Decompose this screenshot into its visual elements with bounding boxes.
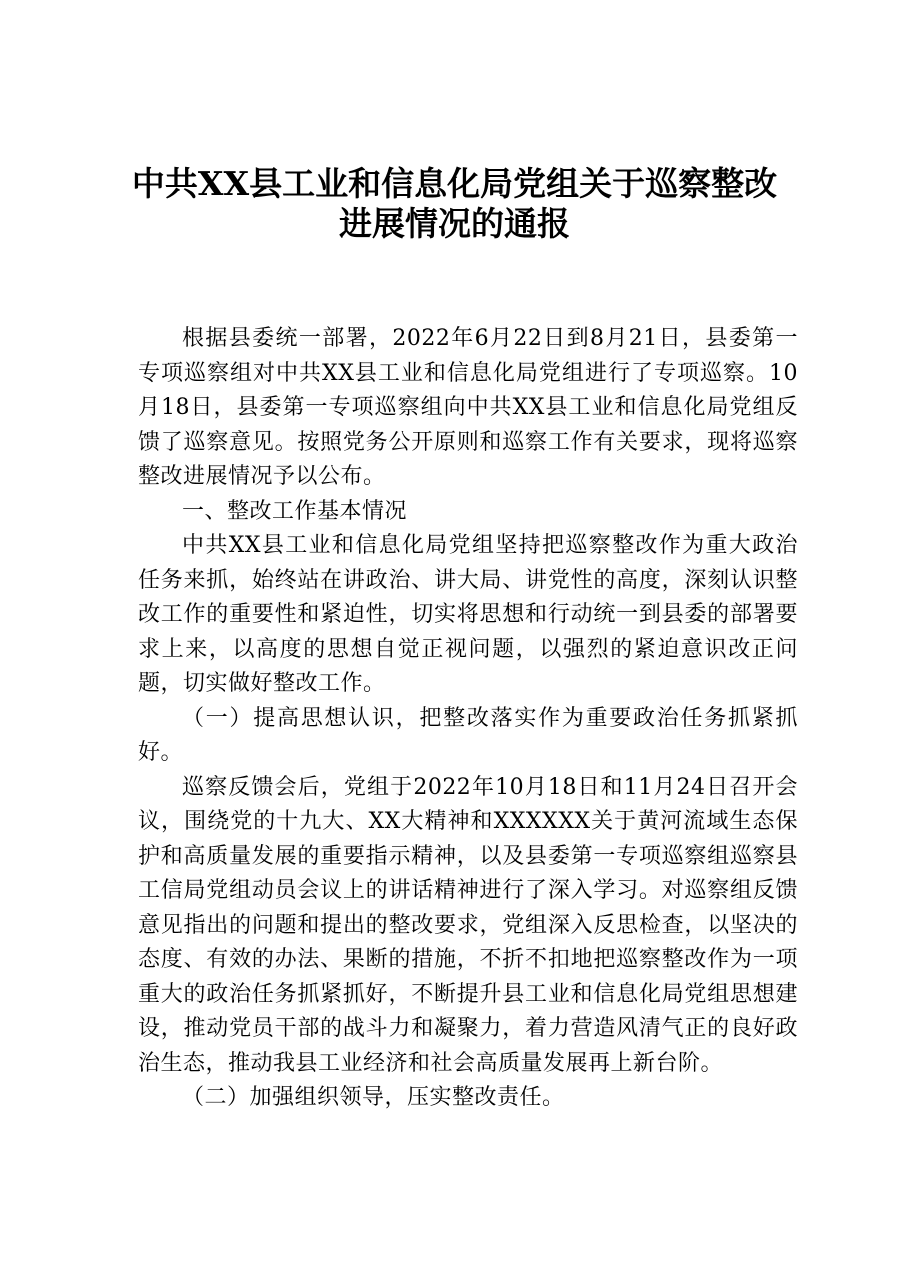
subsection-heading-1: （一）提高思想认识，把整改落实作为重要政治任务抓紧抓好。 bbox=[138, 705, 798, 765]
document-body bbox=[138, 322, 798, 1116]
body-paragraph: 巡察反馈会后，党组于2022年10月18日和11月24日召开会议，围绕党的十九大、XX大精神和XXXXXX关于黄河流域生态保护和高质量发展的重要指示精神，以及县委第一专项巡察组巡察县工信局党组动员会议上的讲话精神进行了深入学习。对巡察组反馈意见指出的问题和提出的整改要求，党组深入反思检查，以坚决的态度、有效的办法、果断的措施，不折不扣地把巡察整改作为一项重大的政治任务抓紧抓好，不断提升县工业和信息化局党组思想建设，推动党员干部的战斗力和凝聚力，着力营造风清气正的良好政治生态，推动我县工业经济和社会高质量发展再上新台阶。 bbox=[138, 774, 798, 1076]
document-title-line-1: 中共XX县工业和信息化局党组关于巡察整改 bbox=[131, 164, 778, 203]
body-paragraph: 中共XX县工业和信息化局党组坚持把巡察整改作为重大政治任务来抓，始终站在讲政治、讲大局、讲党性的高度，深刻认识整改工作的重要性和紧迫性，切实将思想和行动统一到县委的部署要求上来，以高度的思想自觉正视问题，以强烈的紧迫意识改正问题，切实做好整改工作。 bbox=[138, 533, 798, 696]
subsection-heading-2: （二）加强组织领导，压实整改责任。 bbox=[182, 1085, 565, 1110]
intro-paragraph: 根据县委统一部署，2022年6月22日到8月21日，县委第一专项巡察组对中共XX县工业和信息化局党组进行了专项巡察。10月18日，县委第一专项巡察组向中共XX县工业和信息化局党组反馈了巡察意见。按照党务公开原则和巡察工作有关要求，现将巡察整改进展情况予以公布。 bbox=[138, 326, 798, 489]
document-title-line-2: 进展情况的通报 bbox=[339, 204, 570, 243]
section-heading-1: 一、整改工作基本情况 bbox=[182, 498, 408, 524]
